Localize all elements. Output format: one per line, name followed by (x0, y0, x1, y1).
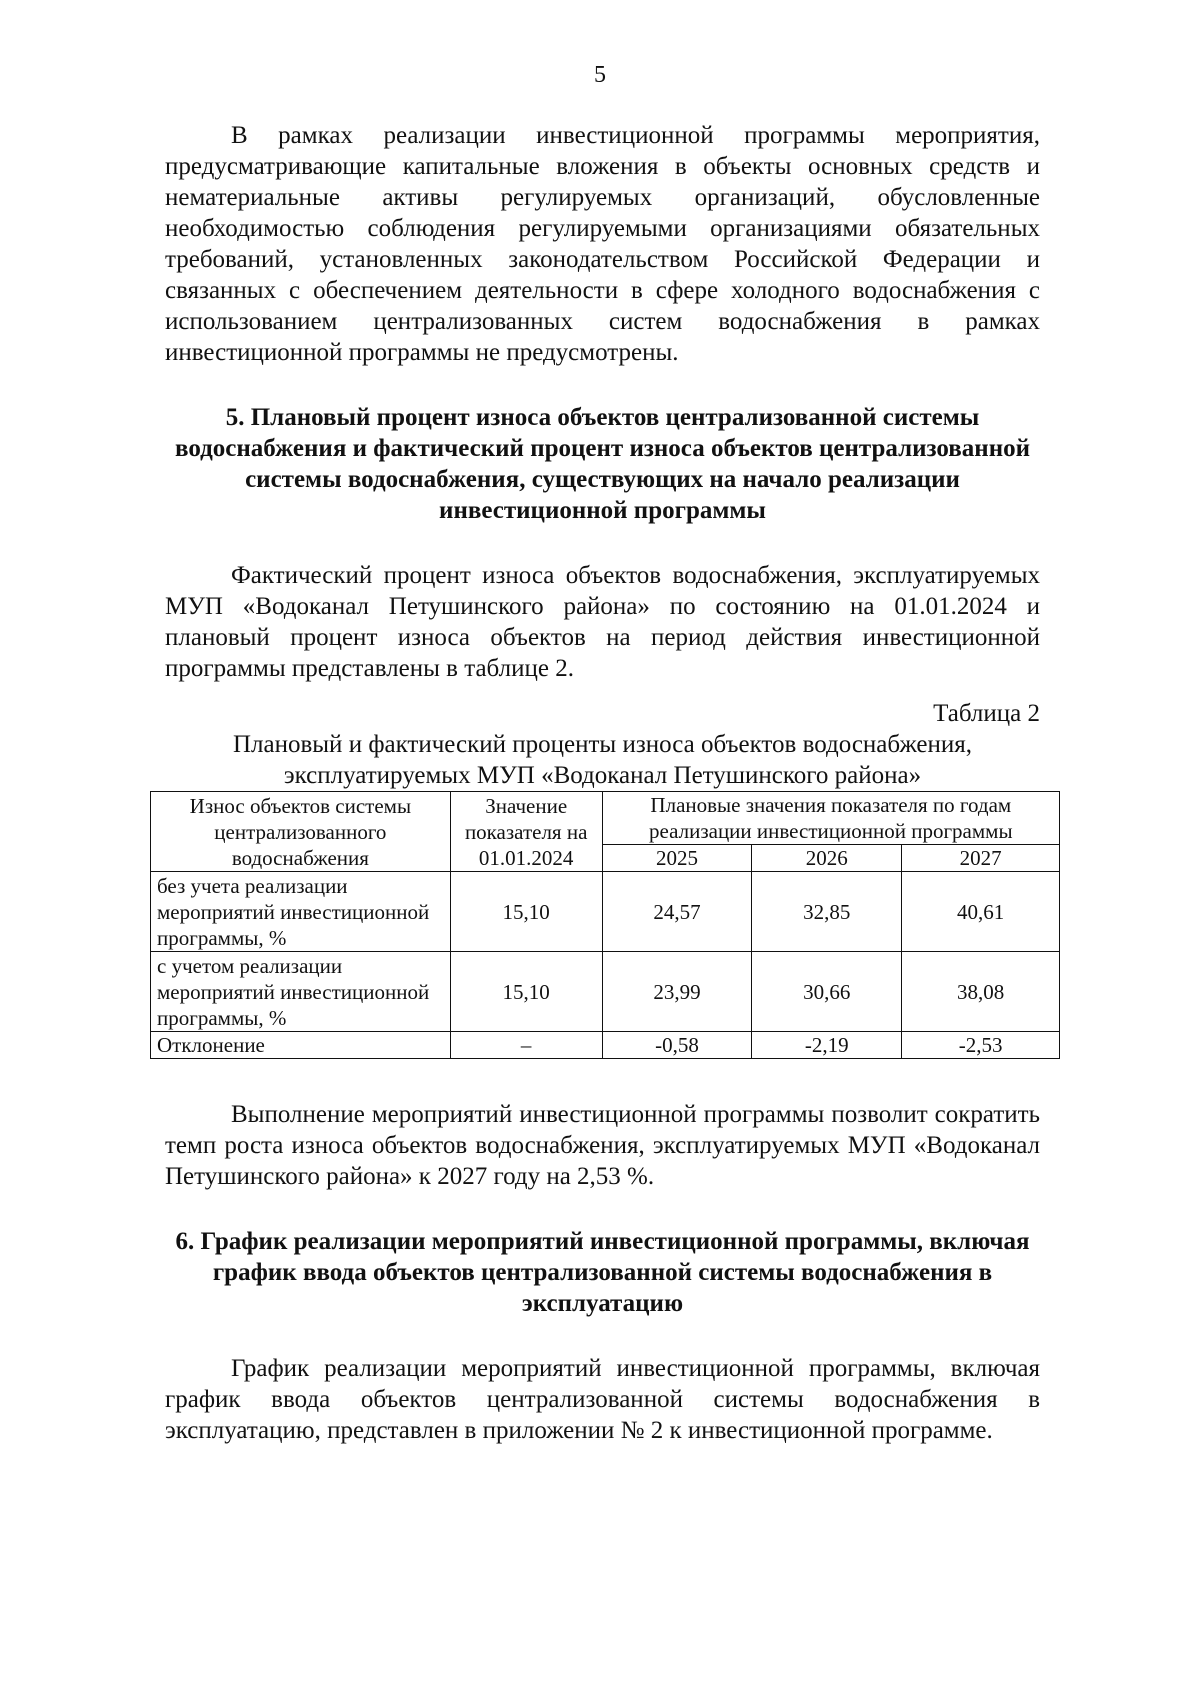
header-planned-values: Плановые значения показателя по годам реализации инвестиционной программы (602, 792, 1059, 845)
row-value-2026: 32,85 (752, 872, 902, 952)
header-base-value: Значение показателя на 01.01.2024 (450, 792, 602, 872)
after-table-paragraph: Выполнение мероприятий инвестиционной программы позволит сократить темп роста износа объектов водоснабжения, эксплуатируемых МУП «Водоканал Петушинского района» к 2027 году на 2,53 %. (165, 1101, 1040, 1190)
section-5-heading: 5. Плановый процент износа объектов централизованной системы водоснабжения и фактический процент износа объектов централизованной системы водоснабжения, существующих на начало реализации инвестиционной программы (174, 404, 1031, 524)
row-base-value: – (450, 1032, 602, 1059)
header-wear-objects: Износ объектов системы централизованного водоснабжения (151, 792, 451, 872)
row-value-2025: -0,58 (602, 1032, 752, 1059)
row-value-2027: -2,53 (902, 1032, 1060, 1059)
row-value-2026: -2,19 (752, 1032, 902, 1059)
row-value-2025: 24,57 (602, 872, 752, 952)
row-value-2026: 30,66 (752, 952, 902, 1032)
table-label: Таблица 2 (933, 700, 1040, 727)
row-label: Отклонение (151, 1032, 451, 1059)
section-6-paragraph: График реализации мероприятий инвестиционной программы, включая график ввода объектов централизованной системы водоснабжения в эксплуатацию, представлен в приложении № 2 к инвестиционной программе. (165, 1355, 1040, 1444)
wear-table (150, 791, 1060, 1059)
row-base-value: 15,10 (450, 872, 602, 952)
header-year-2027: 2027 (902, 845, 1060, 872)
row-label: с учетом реализации мероприятий инвестиционной программы, % (151, 952, 451, 1032)
page-content (157, 120, 1040, 1446)
section-5-paragraph: Фактический процент износа объектов водоснабжения, эксплуатируемых МУП «Водоканал Петушинского района» по состоянию на 01.01.2024 и плановый процент износа объектов на период действия инвестиционной программы представлены в таблице 2. (165, 562, 1040, 682)
table-title: Плановый и фактический проценты износа объектов водоснабжения, эксплуатируемых МУП «Водоканал Петушинского района» (232, 731, 973, 789)
header-year-2025: 2025 (602, 845, 752, 872)
row-value-2027: 40,61 (902, 872, 1060, 952)
header-year-2026: 2026 (752, 845, 902, 872)
section-6-heading: 6. График реализации мероприятий инвестиционной программы, включая график ввода объектов централизованной системы водоснабжения в эксплуатацию (175, 1228, 1030, 1317)
row-value-2025: 23,99 (602, 952, 752, 1032)
row-base-value: 15,10 (450, 952, 602, 1032)
table-row (151, 872, 1060, 952)
row-value-2027: 38,08 (902, 952, 1060, 1032)
table-header-row (151, 792, 1060, 845)
intro-paragraph: В рамках реализации инвестиционной программы мероприятия, предусматривающие капитальные вложения в объекты основных средств и нематериальные активы регулируемых организаций, обусловленные необходимостью соблюдения регулируемыми организациями обязательных требований, установленных законодательством Российской Федерации и связанных с обеспечением деятельности в сфере холодного водоснабжения с использованием централизованных систем водоснабжения в рамках инвестиционной программы не предусмотрены. (165, 122, 1040, 366)
row-label: без учета реализации мероприятий инвестиционной программы, % (151, 872, 451, 952)
table-row (151, 952, 1060, 1032)
table-row (151, 1032, 1060, 1059)
page-number: 5 (594, 62, 606, 88)
